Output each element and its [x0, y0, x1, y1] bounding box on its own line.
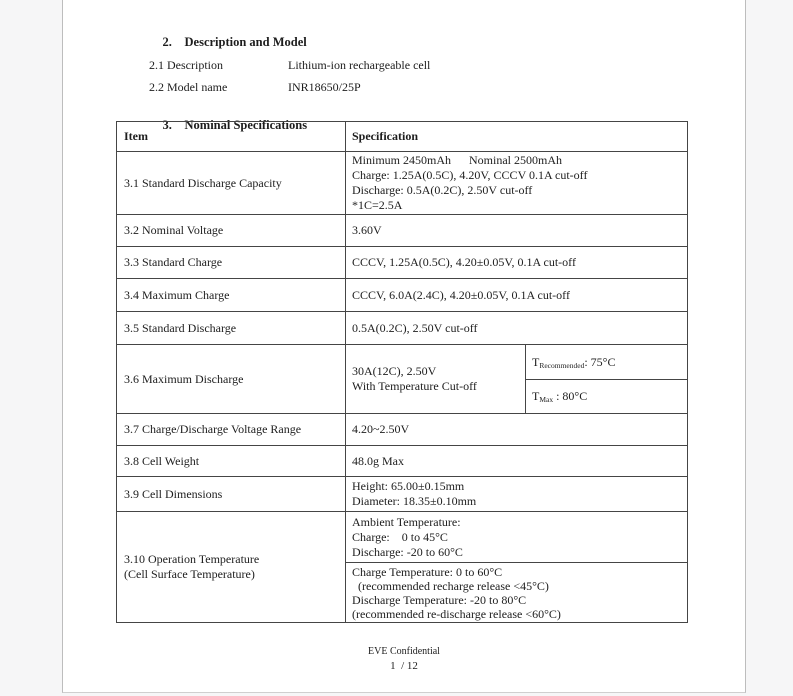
- spec-value-cell: 0.5A(0.2C), 2.50V cut-off: [346, 312, 688, 345]
- spec-line: Discharge: -20 to 60°C: [352, 544, 463, 559]
- spec-value-cell: [346, 477, 688, 512]
- spec-value-cell: CCCV, 1.25A(0.5C), 4.20±0.05V, 0.1A cut-off: [346, 247, 688, 279]
- footer-page-number: 1 / 12: [390, 660, 418, 672]
- surface-temperature-cell: [346, 563, 688, 623]
- temp-value: : 75°C: [584, 354, 616, 369]
- spec-line: Ambient Temperature:: [352, 514, 461, 529]
- temp-value: : 80°C: [553, 389, 588, 403]
- spec-value-cell: 4.20~2.50V: [346, 414, 688, 446]
- spec-item-cell: 3.9 Cell Dimensions: [117, 477, 346, 512]
- ambient-temperature-cell: [346, 512, 688, 563]
- spec-value-cell: 48.0g Max: [346, 446, 688, 477]
- spec-line: 3.10 Operation Temperature: [124, 552, 260, 566]
- section-number: 3.: [162, 118, 172, 132]
- spec-line: Charge: 0 to 45°C: [352, 529, 448, 544]
- temp-symbol: T: [532, 354, 540, 369]
- spec-line: *1C=2.5A: [352, 198, 403, 212]
- spec-line: 30A(12C), 2.50V: [352, 364, 437, 378]
- description-value: Lithium-ion rechargeable cell: [288, 58, 431, 72]
- section-title: Description and Model: [184, 35, 307, 49]
- row-maximum-charge: [117, 279, 688, 312]
- spec-line: (recommended re-discharge release <60°C): [352, 606, 561, 621]
- temp-symbol: T: [532, 389, 540, 403]
- temp-recommended-cell: [526, 345, 688, 380]
- spec-item-cell: 3.2 Nominal Voltage: [117, 215, 346, 247]
- spec-value-cell: [346, 345, 526, 414]
- row-cell-weight: [117, 446, 688, 477]
- spec-line: Charge: 1.25A(0.5C), 4.20V, CCCV 0.1A cut-off: [352, 168, 588, 182]
- row-operation-temperature: [117, 512, 688, 563]
- spec-line: (Cell Surface Temperature): [124, 567, 255, 581]
- model-name-value: INR18650/25P: [288, 80, 361, 94]
- spec-table: [116, 121, 688, 623]
- header-item-cell: Item: [117, 122, 346, 152]
- spec-line: (recommended recharge release <45°C): [352, 578, 549, 593]
- spec-item-cell: 3.5 Standard Discharge: [117, 312, 346, 345]
- row-voltage-range: [117, 414, 688, 446]
- spec-value-cell: [346, 152, 688, 215]
- spec-line: Height: 65.00±0.15mm: [352, 479, 465, 493]
- footer-confidential: EVE Confidential: [368, 646, 440, 657]
- spec-line: Discharge: 0.5A(0.2C), 2.50V cut-off: [352, 183, 533, 197]
- table-header-row: [117, 122, 688, 152]
- row-standard-discharge-capacity: [117, 152, 688, 215]
- spec-item-cell: 3.4 Maximum Charge: [117, 279, 346, 312]
- spec-item-cell: [117, 512, 346, 623]
- section-number: 2.: [162, 35, 172, 49]
- spec-item-cell: 3.8 Cell Weight: [117, 446, 346, 477]
- spec-line: With Temperature Cut-off: [352, 379, 477, 393]
- header-specification-cell: Specification: [346, 122, 688, 152]
- row-standard-discharge: [117, 312, 688, 345]
- row-cell-dimensions: [117, 477, 688, 512]
- temp-max-cell: [526, 380, 688, 414]
- spec-item-cell: 3.7 Charge/Discharge Voltage Range: [117, 414, 346, 446]
- spec-item-cell: 3.3 Standard Charge: [117, 247, 346, 279]
- temp-subscript: Recommended: [539, 360, 585, 370]
- document-page: [62, 0, 746, 693]
- section-title: Nominal Specifications: [184, 118, 308, 132]
- spec-line: Charge Temperature: 0 to 60°C: [352, 564, 503, 579]
- row-standard-charge: [117, 247, 688, 279]
- spec-value-cell: 3.60V: [346, 215, 688, 247]
- spec-line: Diameter: 18.35±0.10mm: [352, 494, 477, 508]
- model-name-label: 2.2 Model name: [149, 80, 228, 94]
- row-maximum-discharge: [117, 345, 688, 380]
- spec-value-cell: CCCV, 6.0A(2.4C), 4.20±0.05V, 0.1A cut-off: [346, 279, 688, 312]
- temp-subscript: Max: [539, 395, 554, 404]
- description-label: 2.1 Description: [149, 58, 223, 72]
- spec-line: Minimum 2450mAh Nominal 2500mAh: [352, 153, 562, 167]
- row-nominal-voltage: [117, 215, 688, 247]
- spec-item-cell: 3.1 Standard Discharge Capacity: [117, 152, 346, 215]
- spec-item-cell: 3.6 Maximum Discharge: [117, 345, 346, 414]
- spec-line: Discharge Temperature: -20 to 80°C: [352, 592, 527, 607]
